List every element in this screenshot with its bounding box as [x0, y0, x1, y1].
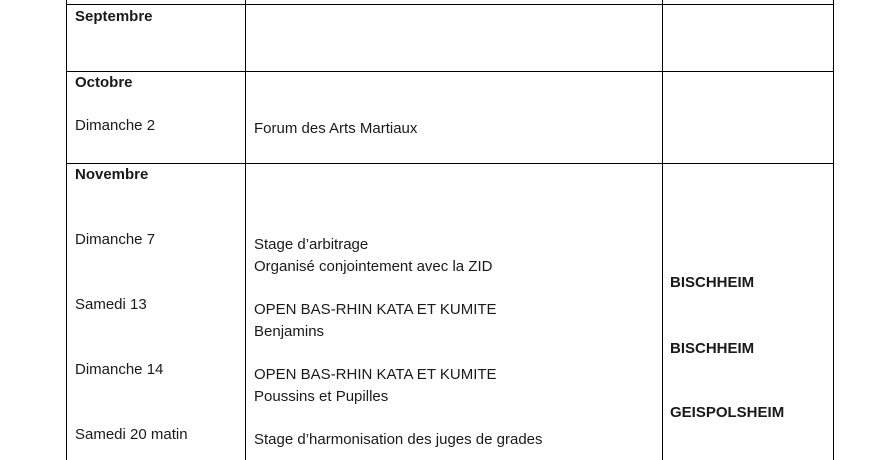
event-date: Dimanche 7 [75, 231, 156, 248]
event-date: Samedi 20 matin [75, 426, 188, 443]
event-title: OPEN BAS-RHIN KATA ET KUMITE [254, 366, 497, 383]
event-place: BISCHHEIM [670, 274, 755, 291]
event-date: Dimanche 2 [75, 117, 156, 134]
event-detail: Poussins et Pupilles [254, 388, 389, 405]
event-date: Dimanche 14 [75, 361, 164, 378]
event-detail: Organisé conjointement avec la ZID [254, 258, 493, 275]
month-heading: Septembre [75, 8, 153, 25]
row-border-septembre-bottom [66, 71, 834, 72]
month-heading: Octobre [75, 74, 133, 91]
event-detail: Benjamins [254, 323, 325, 340]
table-border-right [833, 0, 834, 460]
row-border-top [66, 4, 834, 5]
event-title: Forum des Arts Martiaux [254, 120, 418, 137]
month-heading: Novembre [75, 166, 149, 183]
event-date: Samedi 13 [75, 296, 147, 313]
event-title: Stage d’arbitrage [254, 236, 369, 253]
table-border-left [66, 0, 67, 460]
table-divider-event-place [662, 0, 663, 460]
event-title: Stage d’harmonisation des juges de grades [254, 431, 543, 448]
event-place: GEISPOLSHEIM [670, 404, 785, 421]
row-border-octobre-bottom [66, 163, 834, 164]
table-divider-date-event [245, 0, 246, 460]
event-title: OPEN BAS-RHIN KATA ET KUMITE [254, 301, 497, 318]
event-place: BISCHHEIM [670, 340, 755, 357]
